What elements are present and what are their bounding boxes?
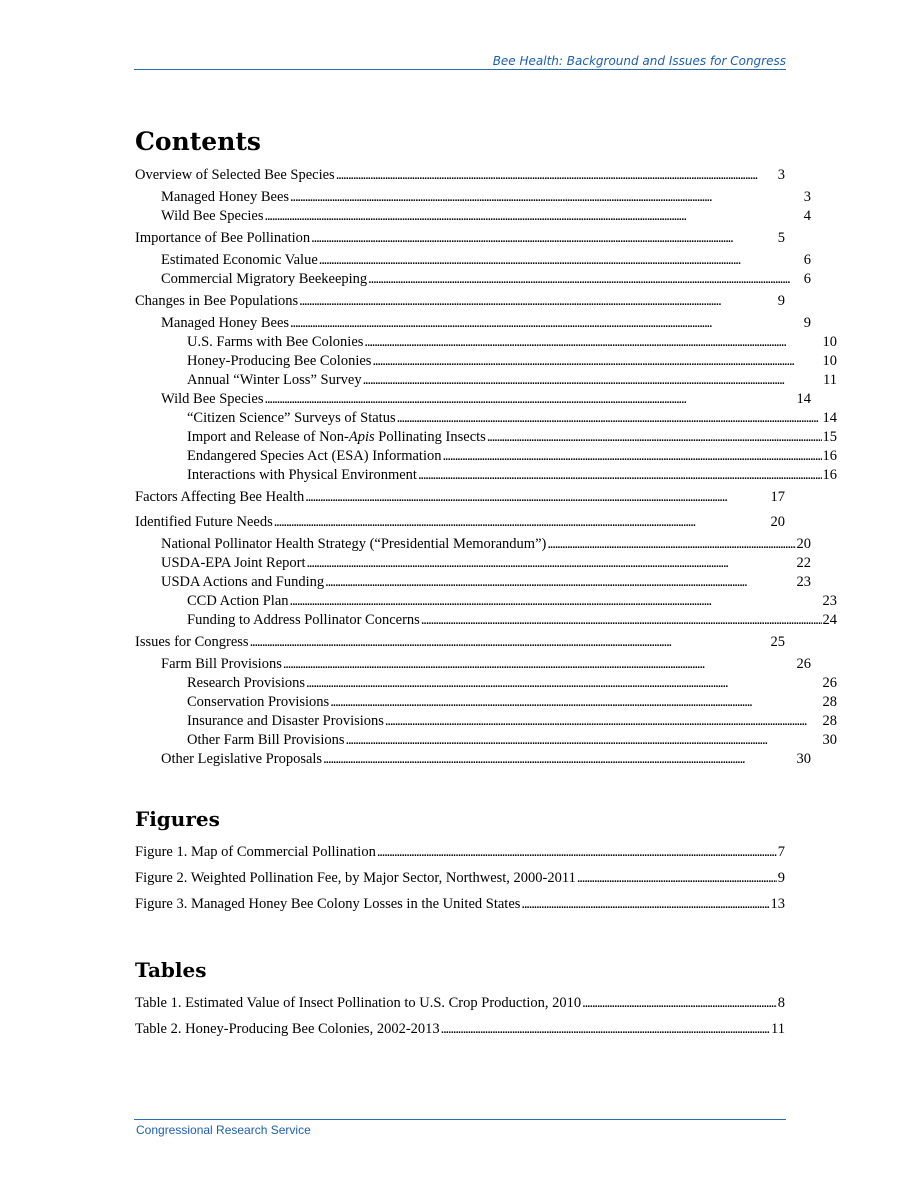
toc-page-number: 20 bbox=[796, 536, 811, 552]
toc-page-number: 23 bbox=[796, 574, 811, 590]
toc-page-number: 6 bbox=[803, 252, 811, 268]
toc-page-number: 3 bbox=[777, 167, 785, 183]
toc-entry[interactable]: U.S. Farms with Bee Colonies . . . 10 bbox=[135, 333, 837, 352]
header-rule bbox=[134, 69, 786, 70]
toc-page-number: 9 bbox=[777, 293, 785, 309]
toc-page-number: 26 bbox=[796, 656, 811, 672]
toc-entry[interactable]: Managed Honey Bees . . . 9 bbox=[135, 314, 811, 333]
toc-page-number: 30 bbox=[796, 751, 811, 767]
table-entry[interactable]: Table 1. Estimated Value of Insect Pollination to U.S. Crop Production, 2010 . . . 8 bbox=[135, 994, 785, 1013]
toc-page-number: 25 bbox=[770, 634, 785, 650]
toc-page-number: 30 bbox=[822, 732, 837, 748]
toc-page-number: 3 bbox=[803, 189, 811, 205]
toc-page-number: 8 bbox=[777, 995, 785, 1011]
toc-entry[interactable]: Endangered Species Act (ESA) Information . . . 16 bbox=[135, 447, 837, 466]
toc-page-number: 22 bbox=[796, 555, 811, 571]
toc-entry[interactable]: Overview of Selected Bee Species . . . 3 bbox=[135, 166, 785, 185]
toc-entry[interactable]: Funding to Address Pollinator Concerns . . . 24 bbox=[135, 611, 837, 630]
toc-page-number: 24 bbox=[822, 612, 837, 628]
toc-entry[interactable]: Issues for Congress . . . 25 bbox=[135, 633, 785, 652]
toc-page-number: 10 bbox=[822, 353, 837, 369]
toc-page-number: 11 bbox=[771, 1021, 785, 1037]
toc-entry[interactable]: USDA Actions and Funding . . . 23 bbox=[135, 573, 811, 592]
toc-entry[interactable]: Interactions with Physical Environment . . . 16 bbox=[135, 466, 837, 485]
toc-entry[interactable]: Wild Bee Species . . . 4 bbox=[135, 207, 811, 226]
toc-page-number: 6 bbox=[803, 271, 811, 287]
toc-page-number: 28 bbox=[822, 713, 837, 729]
toc-content bbox=[135, 122, 837, 1046]
toc-page-number: 5 bbox=[777, 230, 785, 246]
figures-list bbox=[135, 843, 785, 914]
toc-entry[interactable]: Farm Bill Provisions . . . 26 bbox=[135, 655, 811, 674]
toc-entry[interactable]: Import and Release of Non-Apis Pollinating Insects . . . 15 bbox=[135, 428, 837, 447]
toc-entry[interactable]: Other Legislative Proposals . . . 30 bbox=[135, 750, 811, 769]
toc-entry[interactable]: Estimated Economic Value . . . 6 bbox=[135, 251, 811, 270]
toc-page-number: 13 bbox=[770, 896, 785, 912]
toc-page-number: 9 bbox=[777, 870, 785, 886]
toc-page-number: 9 bbox=[803, 315, 811, 331]
toc-page-number: 26 bbox=[822, 675, 837, 691]
footer-organization: Congressional Research Service bbox=[136, 1123, 311, 1137]
tables-list bbox=[135, 994, 785, 1039]
toc-entry[interactable]: Wild Bee Species . . . 14 bbox=[135, 390, 811, 409]
toc-page-number: 7 bbox=[777, 844, 785, 860]
toc-entry[interactable]: “Citizen Science” Surveys of Status . . . 14 bbox=[135, 409, 837, 428]
footer-rule bbox=[134, 1119, 786, 1120]
toc-entry[interactable]: Conservation Provisions . . . 28 bbox=[135, 693, 837, 712]
toc-page-number: 11 bbox=[823, 372, 837, 388]
figure-entry[interactable]: Figure 2. Weighted Pollination Fee, by Major Sector, Northwest, 2000-2011 . . . 9 bbox=[135, 869, 785, 888]
toc-page-number: 23 bbox=[822, 593, 837, 609]
toc-page-number: 10 bbox=[822, 334, 837, 350]
toc-page-number: 16 bbox=[822, 467, 837, 483]
figure-entry[interactable]: Figure 1. Map of Commercial Pollination . . . 7 bbox=[135, 843, 785, 862]
running-header: Bee Health: Background and Issues for Congress bbox=[492, 54, 786, 68]
toc-page-number: 14 bbox=[796, 391, 811, 407]
toc-page-number: 15 bbox=[822, 429, 837, 445]
contents-list bbox=[135, 166, 837, 769]
toc-page-number: 4 bbox=[803, 208, 811, 224]
toc-entry[interactable]: USDA-EPA Joint Report . . . 22 bbox=[135, 554, 811, 573]
toc-entry[interactable]: Research Provisions . . . 26 bbox=[135, 674, 837, 693]
toc-entry[interactable]: National Pollinator Health Strategy (“Presidential Memorandum”) . . . 20 bbox=[135, 535, 811, 554]
toc-entry[interactable]: Changes in Bee Populations . . . 9 bbox=[135, 292, 785, 311]
table-entry[interactable]: Table 2. Honey-Producing Bee Colonies, 2002-2013 . . . 11 bbox=[135, 1020, 785, 1039]
toc-page-number: 28 bbox=[822, 694, 837, 710]
toc-page-number: 16 bbox=[822, 448, 837, 464]
toc-entry[interactable]: Other Farm Bill Provisions . . . 30 bbox=[135, 731, 837, 750]
toc-entry[interactable]: Importance of Bee Pollination . . . 5 bbox=[135, 229, 785, 248]
figures-heading: Figures bbox=[135, 807, 220, 831]
toc-page-number: 20 bbox=[770, 514, 785, 530]
contents-heading: Contents bbox=[135, 127, 262, 156]
figures-section bbox=[135, 805, 785, 914]
toc-entry[interactable]: Identified Future Needs . . . 20 bbox=[135, 513, 785, 532]
toc-entry[interactable]: Annual “Winter Loss” Survey . . . 11 bbox=[135, 371, 837, 390]
toc-page-number: 17 bbox=[770, 489, 785, 505]
toc-entry[interactable]: Factors Affecting Bee Health . . . 17 bbox=[135, 488, 785, 507]
toc-entry[interactable]: Commercial Migratory Beekeeping . . . 6 bbox=[135, 270, 811, 289]
toc-entry[interactable]: Managed Honey Bees . . . 3 bbox=[135, 188, 811, 207]
toc-entry[interactable]: Insurance and Disaster Provisions . . . 28 bbox=[135, 712, 837, 731]
figure-entry[interactable]: Figure 3. Managed Honey Bee Colony Losses in the United States . . . 13 bbox=[135, 895, 785, 914]
tables-heading: Tables bbox=[135, 958, 207, 982]
toc-entry[interactable]: CCD Action Plan . . . 23 bbox=[135, 592, 837, 611]
tables-section bbox=[135, 956, 785, 1039]
toc-page-number: 14 bbox=[822, 410, 837, 426]
toc-entry[interactable]: Honey-Producing Bee Colonies . . . 10 bbox=[135, 352, 837, 371]
